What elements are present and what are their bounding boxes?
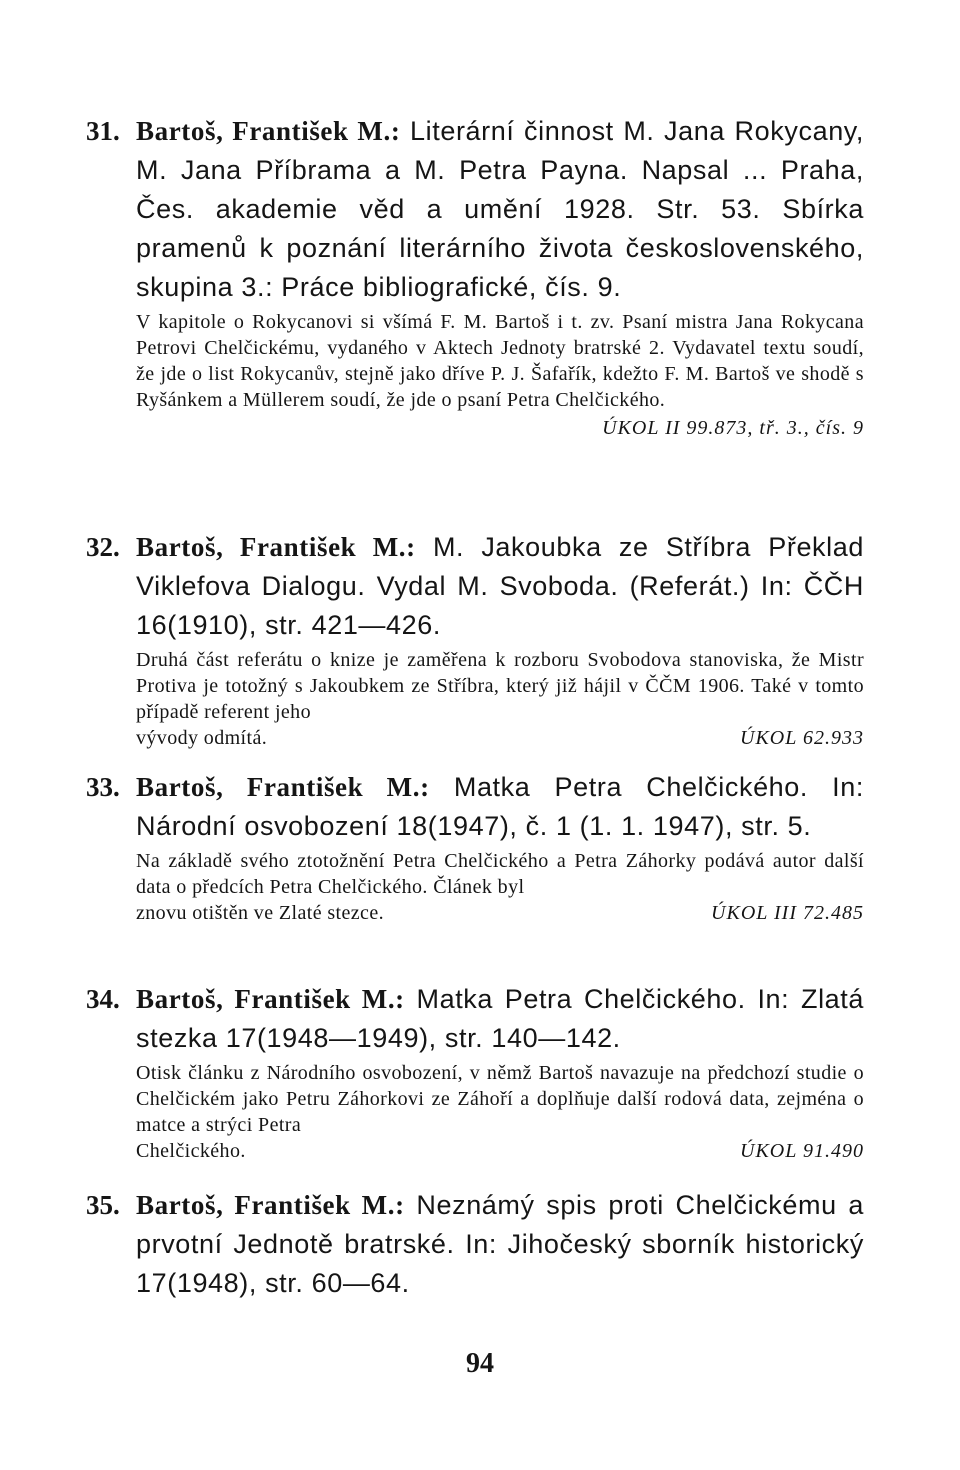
entry-number: 34. [86, 984, 120, 1014]
entry-33 [86, 768, 864, 926]
entry-number: 32. [86, 532, 120, 562]
entry-citation [136, 980, 864, 1058]
entry-number: 33. [86, 772, 120, 802]
entry-number: 31. [86, 116, 120, 146]
entry-author: Bartoš, František M.: [136, 984, 405, 1014]
entry-title: M. Jakoubka ze Stříbra Překlad Viklefova Dialogu. Vydal M. Svoboda. (Referát.) In: ČČH 16(1910), str. 421—426. [136, 532, 864, 640]
entry-annotation-end: vývody odmítá. [136, 727, 268, 749]
entry-title: Matka Petra Chelčického. In: Národní osvobození 18(1947), č. 1 (1. 1. 1947), str. 5. [136, 772, 864, 841]
entry-citation [136, 112, 864, 307]
entry-citation [136, 1186, 864, 1303]
ukol-reference: ÚKOL 91.490 [740, 1140, 864, 1162]
entry-number: 35. [86, 1190, 120, 1220]
entry-title: Neznámý spis proti Chelčickému a prvotní Jednotě bratrské. In: Jihočeský sborník historický 17(1948), str. 60—64. [136, 1190, 864, 1298]
entry-annotation: Otisk článku z Národního osvobození, v němž Bartoš navazuje na předchozí studie o Chelčickém jako Petru Záhorkovi ze Záhoří a doplňuje další rodová data, zejména o matce a strýci Petra [136, 1062, 864, 1136]
ukol-reference: ÚKOL 62.933 [740, 727, 864, 749]
entry-32 [86, 528, 864, 751]
entry-annotation: Druhá část referátu o knize je zaměřena k rozboru Svobodova stanoviska, že Mistr Protiva je totožný s Jakoubkem ze Stříbra, který již hájil v ČČM 1906. Také v tomto případě referent jeho [136, 649, 864, 723]
entry-annotation: Na základě svého ztotožnění Petra Chelčického a Petra Záhorky podává autor další data o předcích Petra Chelčického. Článek byl [136, 850, 864, 898]
ukol-reference: ÚKOL III 72.485 [711, 902, 864, 924]
entry-author: Bartoš, František M.: [136, 116, 401, 146]
entry-author: Bartoš, František M.: [136, 772, 430, 802]
entry-annotation: V kapitole o Rokycanovi si všímá F. M. Bartoš i t. zv. Psaní mistra Jana Rokycana Petrovi Chelčickému, vydaného v Aktech Jednoty bratrské 2. Vydavatel textu soudí, že jde o list Rokycanův, stejně jako dříve P. J. Šafařík, kdežto F. M. Bartoš ve shodě s Ryšánkem a Müllerem soudí, že jde o psaní Petra Chelčického. [136, 311, 864, 411]
entry-title: Literární činnost M. Jana Rokycany, M. Jana Příbrama a M. Petra Payna. Napsal ... Praha, Čes. akademie věd a umění 1928. Str. 53. Sbírka pramenů k poznání literárního života československého, skupina 3.: Práce bibliografické, čís. 9. [136, 116, 865, 302]
entry-author: Bartoš, František M.: [136, 532, 416, 562]
entry-annotation-end: Chelčického. [136, 1140, 246, 1162]
entry-34 [86, 980, 865, 1164]
entry-title: Matka Petra Chelčického. In: Zlatá stezka 17(1948—1949), str. 140—142. [136, 984, 865, 1053]
entry-annotation-end: znovu otištěn ve Zlaté stezce. [136, 902, 385, 924]
entry-31 [86, 112, 865, 441]
ukol-reference: ÚKOL II 99.873, tř. 3., čís. 9 [602, 417, 864, 439]
entry-35 [86, 1186, 864, 1303]
entry-author: Bartoš, František M.: [136, 1190, 405, 1220]
page-number: 94 [466, 1348, 494, 1379]
entry-citation [136, 768, 864, 846]
entry-citation [136, 528, 864, 645]
